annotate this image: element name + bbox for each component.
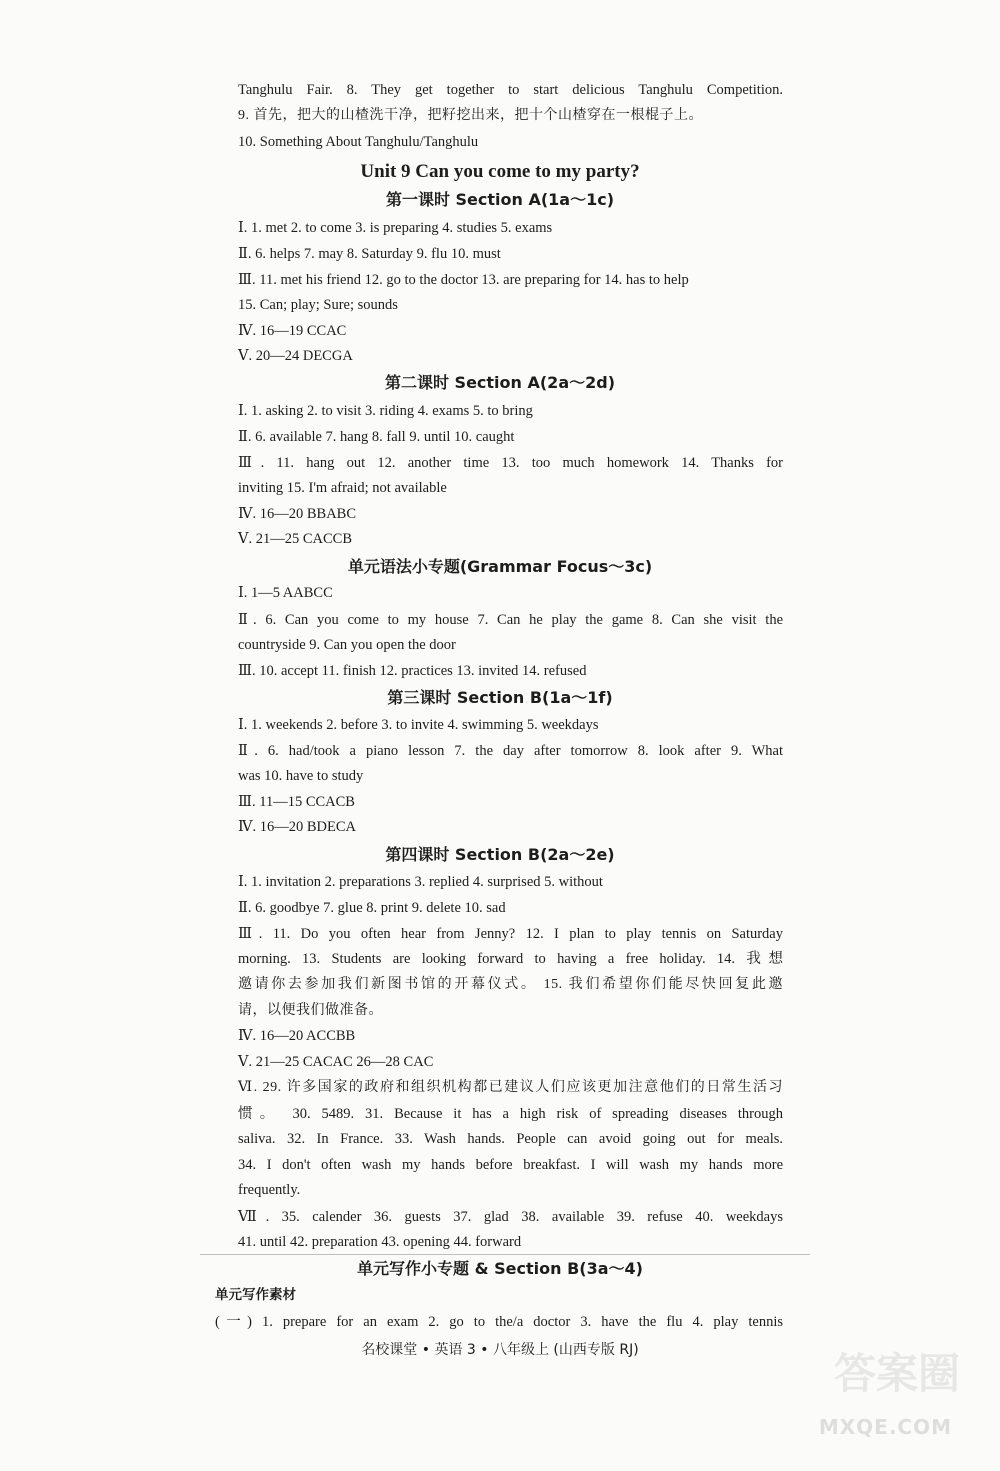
answer-row: Ⅱ. 6. Can you come to my house 7. Can he play the game 8. Can she visit the — [238, 612, 783, 628]
answer-row: 34. I don't often wash my hands before breakfast. I will wash my hands more — [238, 1157, 783, 1173]
watermark-logo-icon: 答案圈 — [833, 1349, 960, 1398]
section-title: 第一课时 Section A(1a～1c) — [385, 190, 615, 209]
answer-row: 邀请你去参加我们新图书馆的开幕仪式。 15. 我们希望你们能尽快回复此邀 — [238, 977, 783, 992]
watermark-text: MXQE.COM — [818, 1415, 952, 1439]
answer-row: Ⅳ. 16—20 BBABC — [238, 506, 357, 522]
text-line: 9. 首先，把大的山楂洗干净，把籽挖出来，把十个山楂穿在一根棍子上。 — [238, 108, 703, 123]
answer-row: Ⅲ. 11—15 CCACB — [238, 794, 355, 810]
section-title: 单元语法小专题(Grammar Focus～3c) — [347, 557, 653, 576]
answer-row: frequently. — [238, 1182, 301, 1198]
answer-row: 15. Can; play; Sure; sounds — [238, 297, 398, 313]
answer-row: Ⅰ. 1—5 AABCC — [238, 585, 333, 601]
answer-row: Ⅳ. 16—20 BDECA — [238, 819, 357, 835]
text-line: Tanghulu Fair. 8. They get together to start delicious Tanghulu Competition. — [238, 82, 783, 98]
answer-row: Ⅳ. 16—20 ACCBB — [238, 1028, 356, 1044]
answer-row: 请，以便我们做准备。 — [238, 1003, 383, 1018]
answer-row: Ⅱ. 6. had/took a piano lesson 7. the day after tomorrow 8. look after 9. What — [238, 743, 783, 759]
answer-row: Ⅳ. 16—19 CCAC — [238, 323, 347, 339]
answer-row: Ⅶ. 35. calender 36. guests 37. glad 38. available 39. refuse 40. weekdays — [238, 1209, 783, 1225]
answer-row: Ⅰ. 1. invitation 2. preparations 3. replied 4. surprised 5. without — [238, 874, 603, 890]
section-title: 第三课时 Section B(1a～1f) — [387, 688, 613, 707]
answer-row: countryside 9. Can you open the door — [238, 637, 456, 653]
answer-row: Ⅴ. 21—25 CACCB — [238, 531, 353, 547]
answer-row: Ⅲ. 11. hang out 12. another time 13. too much homework 14. Thanks for — [238, 455, 783, 471]
answer-row: Ⅴ. 20—24 DECGA — [238, 348, 353, 364]
answer-row: Ⅲ. 11. met his friend 12. go to the doctor 13. are preparing for 14. has to help — [238, 272, 689, 288]
answer-row: saliva. 32. In France. 33. Wash hands. People can avoid going out for meals. — [238, 1131, 783, 1147]
section-title: 第二课时 Section A(2a～2d) — [384, 373, 616, 392]
answer-row: 41. until 42. preparation 43. opening 44. forward — [238, 1234, 522, 1250]
answer-row: Ⅰ. 1. weekends 2. before 3. to invite 4. swimming 5. weekdays — [238, 717, 599, 733]
answer-row: Ⅱ. 6. helps 7. may 8. Saturday 9. flu 10. must — [238, 246, 501, 262]
answer-row: Ⅱ. 6. goodbye 7. glue 8. print 9. delete 10. sad — [238, 900, 506, 916]
answer-row: Ⅲ. 10. accept 11. finish 12. practices 13. invited 14. refused — [238, 663, 587, 679]
answer-row: was 10. have to study — [238, 768, 364, 784]
answer-row: (一) 1. prepare for an exam 2. go to the/a doctor 3. have the flu 4. play tennis — [215, 1314, 783, 1330]
answer-row: Ⅵ. 29. 许多国家的政府和组织机构都已建议人们应该更加注意他们的日常生活习 — [238, 1080, 783, 1095]
answer-row: inviting 15. I'm afraid; not available — [238, 480, 447, 496]
unit-title: Unit 9 Can you come to my party? — [360, 161, 640, 182]
section-title: 单元写作小专题 & Section B(3a～4) — [357, 1259, 643, 1278]
answer-row: 惯。 30. 5489. 31. Because it has a high risk of spreading diseases through — [238, 1106, 783, 1122]
answer-row: Ⅲ. 11. Do you often hear from Jenny? 12. I plan to play tennis on Saturday — [238, 926, 783, 942]
answer-row: Ⅰ. 1. asking 2. to visit 3. riding 4. exams 5. to bring — [238, 403, 533, 419]
sub-label: 单元写作素材 — [215, 1287, 296, 1303]
answer-row: morning. 13. Students are looking forward to having a free holiday. 14. 我想 — [238, 951, 783, 967]
page-footer: 名校课堂 • 英语 3 • 八年级上 (山西专版 RJ) — [361, 1342, 639, 1358]
answer-row: Ⅱ. 6. available 7. hang 8. fall 9. until 10. caught — [238, 429, 515, 445]
text-line: 10. Something About Tanghulu/Tanghulu — [238, 134, 479, 150]
divider — [200, 1254, 810, 1255]
section-title: 第四课时 Section B(2a～2e) — [385, 845, 615, 864]
answer-row: Ⅴ. 21—25 CACAC 26—28 CAC — [238, 1054, 434, 1070]
watermark — [812, 1349, 982, 1453]
answer-row: Ⅰ. 1. met 2. to come 3. is preparing 4. studies 5. exams — [238, 220, 553, 236]
